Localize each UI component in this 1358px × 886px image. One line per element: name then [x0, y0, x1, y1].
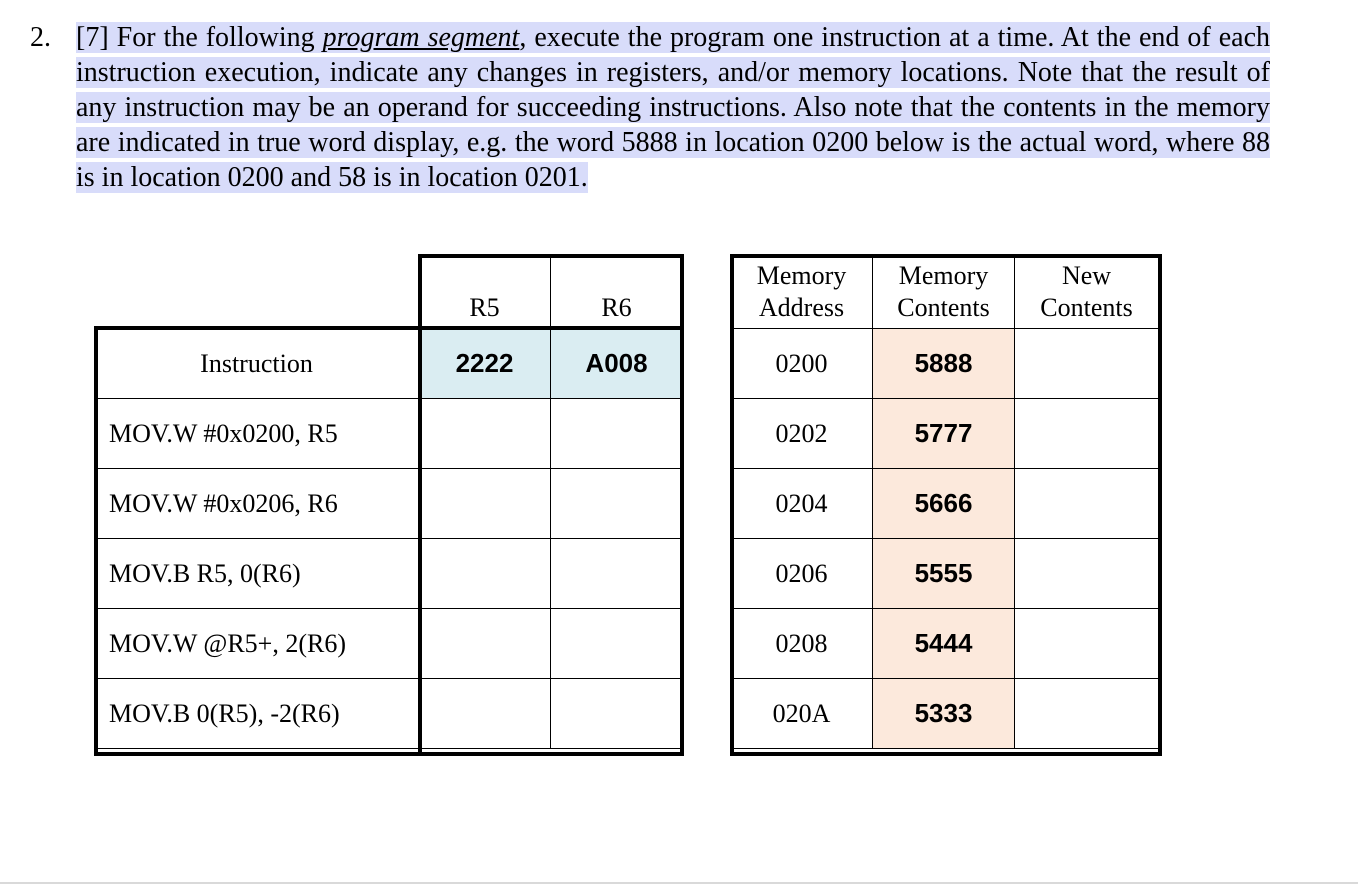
- memory-address: 0206: [731, 539, 873, 609]
- new-contents-cell[interactable]: [1015, 679, 1159, 749]
- new-contents-cell[interactable]: [1015, 609, 1159, 679]
- new-contents-header: New Contents: [1015, 255, 1159, 329]
- r5-answer-cell[interactable]: [419, 609, 551, 679]
- new-contents-cell[interactable]: [1015, 539, 1159, 609]
- r6-answer-cell[interactable]: [551, 399, 683, 469]
- memory-address: 020A: [731, 679, 873, 749]
- points-label: [7]: [76, 22, 109, 53]
- memory-address: 0200: [731, 329, 873, 399]
- memory-contents: 5444: [873, 609, 1015, 679]
- new-contents-cell[interactable]: [1015, 469, 1159, 539]
- new-contents-cell[interactable]: [1015, 329, 1159, 399]
- question-text-start: For the following: [116, 22, 323, 53]
- instruction-cell: MOV.W @R5+, 2(R6): [95, 609, 419, 679]
- memory-address: 0208: [731, 609, 873, 679]
- question-text-rest: , execute the program one instruction at a time. At the end of each instruction execution, indicate any changes in registers, and/or memory locations. Note that the result of any instruction may be an operand for succeeding instructions. Also note that the contents in the memory are indicated in true word display, e.g. the word 5888 in location 0200 below is the actual word, where 88 is in location 0200 and 58 is in location 0201.: [76, 22, 1271, 193]
- r5-header: R5: [419, 255, 551, 329]
- new-contents-cell[interactable]: [1015, 399, 1159, 469]
- r5-answer-cell[interactable]: [419, 399, 551, 469]
- instruction-cell: MOV.B R5, 0(R6): [95, 539, 419, 609]
- blank-corner: [95, 255, 419, 329]
- r5-answer-cell[interactable]: [419, 679, 551, 749]
- memory-contents-header: Memory Contents: [873, 255, 1015, 329]
- question-paragraph: [76, 20, 1270, 195]
- memory-address-header: Memory Address: [731, 255, 873, 329]
- r6-answer-cell[interactable]: [551, 609, 683, 679]
- page-bottom-rule: [0, 882, 1358, 884]
- r6-answer-cell[interactable]: [551, 469, 683, 539]
- question-number: 2.: [30, 22, 51, 53]
- register-table: [94, 254, 683, 749]
- r5-answer-cell[interactable]: [419, 469, 551, 539]
- r6-answer-cell[interactable]: [551, 539, 683, 609]
- instruction-cell: MOV.B 0(R5), -2(R6): [95, 679, 419, 749]
- memory-table: [730, 254, 1159, 749]
- memory-address: 0204: [731, 469, 873, 539]
- r6-header: R6: [551, 255, 683, 329]
- memory-contents: 5888: [873, 329, 1015, 399]
- instruction-cell: MOV.W #0x0200, R5: [95, 399, 419, 469]
- program-segment-term: program segment: [322, 22, 520, 53]
- r6-answer-cell[interactable]: [551, 679, 683, 749]
- memory-contents: 5333: [873, 679, 1015, 749]
- instruction-cell: MOV.W #0x0206, R6: [95, 469, 419, 539]
- instruction-header: Instruction: [95, 329, 419, 399]
- memory-contents: 5666: [873, 469, 1015, 539]
- memory-contents: 5555: [873, 539, 1015, 609]
- r5-answer-cell[interactable]: [419, 539, 551, 609]
- memory-contents: 5777: [873, 399, 1015, 469]
- memory-address: 0202: [731, 399, 873, 469]
- r5-initial-value: 2222: [419, 329, 551, 399]
- r6-initial-value: A008: [551, 329, 683, 399]
